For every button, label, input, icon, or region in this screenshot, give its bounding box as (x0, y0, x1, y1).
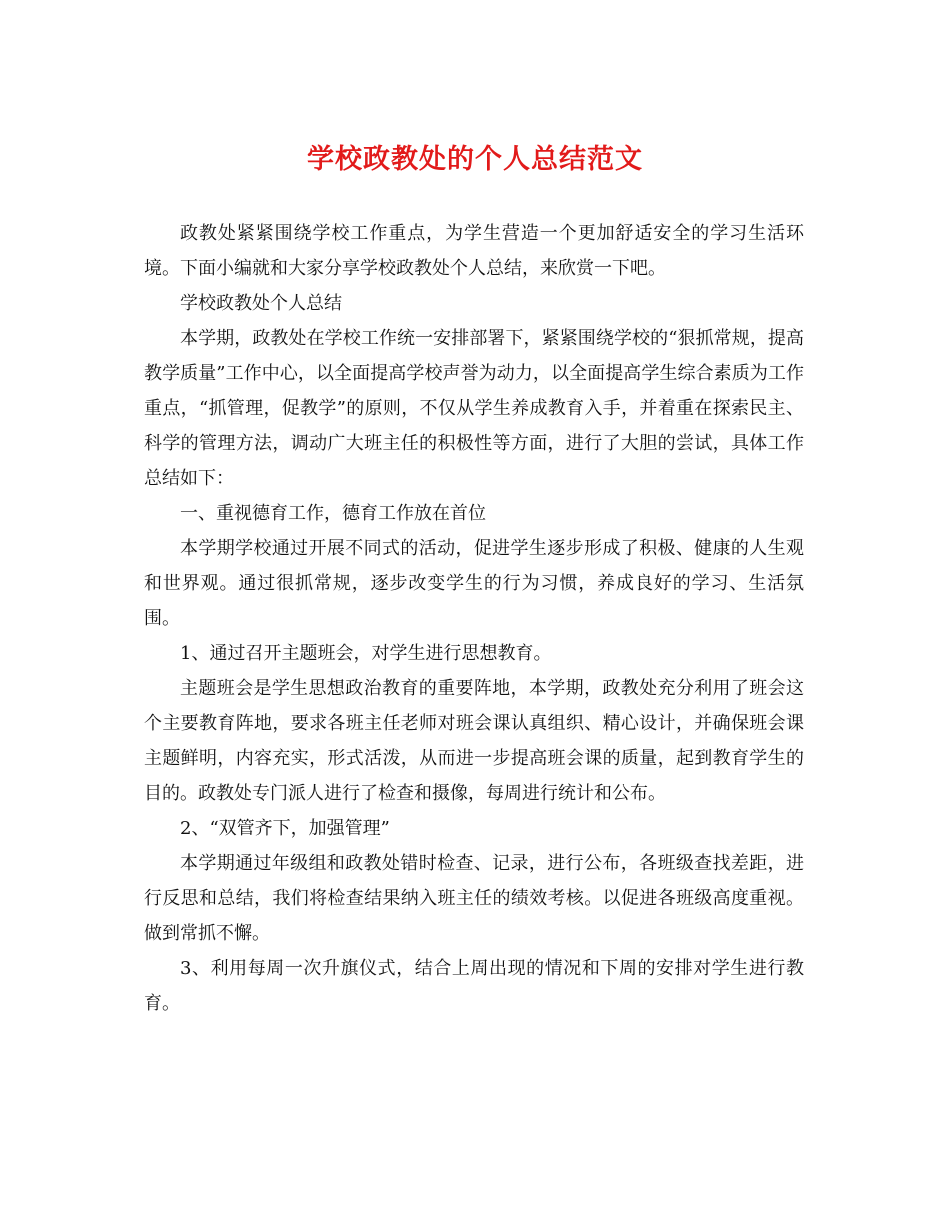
document-body (144, 216, 804, 1021)
item-heading-1: 1、通过召开主题班会，对学生进行思想教育。 (180, 643, 552, 664)
paragraph-item-2: 本学期通过年级组和政教处错时检查、记录，进行公布，各班级查找差距，进行反思和总结，我们将检查结果纳入班主任的绩效考核。以促进各班级高度重视。做到常抓不懈。 (144, 853, 804, 944)
item-heading-2: 2、“双管齐下，加强管理” (180, 818, 390, 839)
item-heading-3: 3、利用每周一次升旗仪式，结合上周出现的情况和下周的安排对学生进行教育。 (144, 958, 804, 1014)
document-title: 学校政教处的个人总结范文 (307, 144, 643, 175)
paragraph-section-1: 本学期学校通过开展不同式的活动，促进学生逐步形成了积极、健康的人生观和世界观。通过很抓常规，逐步改变学生的行为习惯，养成良好的学习、生活氛围。 (144, 538, 804, 629)
paragraph-intro: 政教处紧紧围绕学校工作重点，为学生营造一个更加舒适安全的学习生活环境。下面小编就和大家分享学校政教处个人总结，来欣赏一下吧。 (144, 223, 804, 279)
section-heading-1: 一、重视德育工作，德育工作放在首位 (180, 503, 486, 524)
paragraph-item-1: 主题班会是学生思想政治教育的重要阵地，本学期，政教处充分利用了班会这个主要教育阵地，要求各班主任老师对班会课认真组织、精心设计，并确保班会课主题鲜明，内容充实，形式活泼，从而进一步提高班会课的质量，起到教育学生的目的。政教处专门派人进行了检查和摄像，每周进行统计和公布。 (144, 678, 804, 804)
paragraph-subtitle: 学校政教处个人总结 (180, 293, 342, 314)
paragraph-overview: 本学期，政教处在学校工作统一安排部署下，紧紧围绕学校的“狠抓常规，提高教学质量”工作中心，以全面提高学校声誉为动力，以全面提高学生综合素质为工作重点，“抓管理，促教学”的原则，不仅从学生养成教育入手，并着重在探索民主、科学的管理方法，调动广大班主任的积极性等方面，进行了大胆的尝试，具体工作总结如下： (144, 328, 804, 489)
